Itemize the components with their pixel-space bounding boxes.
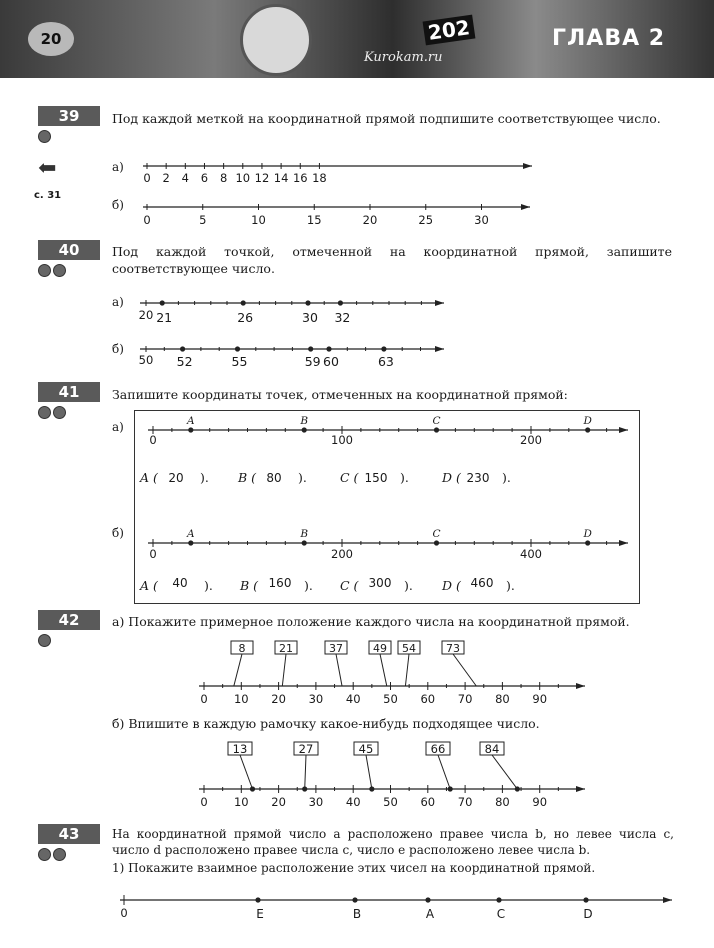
axis-arrow-icon — [521, 204, 530, 210]
exercise-number: 42 — [38, 610, 100, 630]
coordinate-answer-name: A ( — [140, 470, 158, 485]
point-name-label: A — [187, 415, 195, 427]
number-box-value: 13 — [232, 742, 248, 756]
exercise-task: 1) Покажите взаимное расположение этих чисел на координатной прямой. — [112, 861, 596, 875]
tick-label: 60 — [420, 795, 436, 809]
tick-label: 200 — [331, 547, 353, 561]
tick-label: 8 — [219, 171, 228, 185]
tick-label: 4 — [181, 171, 189, 185]
tick-label: 90 — [532, 795, 548, 809]
chapter-title: ГЛАВА 2 — [552, 26, 666, 51]
coordinate-answer-close: ). — [200, 470, 209, 485]
point-marker — [180, 346, 185, 351]
pointer-line — [492, 755, 517, 789]
point-marker — [496, 897, 501, 902]
point-name-label: C — [432, 528, 441, 540]
point-marker — [434, 427, 439, 432]
number-box-value: 73 — [446, 642, 460, 655]
part-label: б) — [112, 342, 124, 356]
part-label: б) — [112, 198, 124, 212]
coordinate-answer-close: ). — [404, 578, 413, 593]
part-label: а) — [112, 420, 124, 434]
part-label: а) — [112, 295, 124, 309]
coordinate-answer-name: B ( — [238, 470, 257, 485]
tick-label: 80 — [495, 795, 510, 809]
point-value-label: 32 — [334, 310, 351, 325]
number-box-value: 21 — [279, 642, 293, 655]
point-marker — [585, 540, 590, 545]
tick-label: 200 — [520, 433, 542, 447]
exercise-number: 43 — [38, 824, 100, 844]
axis-arrow-icon — [576, 683, 585, 689]
tick-label: 12 — [254, 171, 270, 185]
number-box-value: 27 — [298, 742, 314, 756]
coordinate-answer-value: 150 — [364, 471, 388, 485]
coordinate-answer-name: D ( — [442, 470, 461, 485]
tick-label: 60 — [420, 692, 436, 706]
coordinate-answer-value: 300 — [368, 576, 392, 590]
point-name-label: D — [583, 528, 592, 540]
tick-label: 80 — [495, 692, 510, 706]
coordinate-answer-value: 230 — [466, 471, 490, 485]
exercise-text: б) Впишите в каждую рамочку какое-нибудь подходящее число. — [112, 716, 540, 731]
point-name-label: D — [583, 415, 592, 427]
tick-label: 50 — [383, 692, 398, 706]
tick-label: 90 — [532, 692, 548, 706]
header-badge: 202 — [423, 15, 476, 46]
point-marker — [302, 786, 307, 791]
coordinate-answer-value: 20 — [168, 471, 184, 485]
point-value-label: 60 — [323, 354, 339, 369]
point-marker — [302, 540, 307, 545]
pointer-line — [405, 654, 409, 686]
point-name-label: D — [583, 907, 593, 921]
point-marker — [188, 427, 193, 432]
pointer-line — [438, 755, 450, 789]
tick-label: 5 — [199, 213, 207, 227]
tick-label: 0 — [149, 433, 157, 447]
tick-label: 40 — [345, 692, 361, 706]
coordinate-answer-close: ). — [400, 470, 409, 485]
tick-label: 70 — [457, 795, 473, 809]
number-box-value: 37 — [329, 642, 343, 655]
tick-label: 20 — [271, 692, 286, 706]
exercise-text: Под каждой точкой, отмеченной на координатной прямой, запишите соответствующее число. — [112, 244, 672, 276]
coordinate-answer-close: ). — [298, 470, 307, 485]
coordinate-answer-value: 460 — [470, 576, 494, 590]
part-label: а) — [112, 160, 124, 174]
tick-label: 0 — [149, 547, 157, 561]
tick-label: 15 — [306, 213, 322, 227]
point-marker — [250, 786, 255, 791]
axis-arrow-icon — [523, 163, 532, 169]
tick-label: 30 — [474, 213, 489, 227]
axis-arrow-icon — [663, 897, 672, 903]
point-name-label: E — [256, 907, 264, 921]
point-value-label: 52 — [176, 354, 193, 369]
point-marker — [160, 300, 165, 305]
pointer-line — [366, 755, 372, 789]
coordinate-answer-close: ). — [204, 578, 213, 593]
axis-arrow-icon — [576, 786, 585, 792]
tick-label: 2 — [162, 171, 170, 185]
pointer-line — [380, 654, 387, 686]
coordinate-answer-close: ). — [506, 578, 515, 593]
axis-arrow-icon — [619, 540, 628, 546]
site-watermark: Kurokam.ru — [364, 50, 443, 65]
exercise-number: 41 — [38, 382, 100, 402]
point-marker — [585, 427, 590, 432]
tick-label: 25 — [418, 213, 434, 227]
point-marker — [338, 300, 343, 305]
number-box-value: 49 — [373, 642, 387, 655]
point-name-label: A — [425, 907, 435, 921]
tick-label: 10 — [235, 171, 251, 185]
point-marker — [235, 346, 240, 351]
axis-arrow-icon — [619, 427, 628, 433]
exercise-number: 40 — [38, 240, 100, 260]
number-box-value: 54 — [402, 642, 416, 655]
coordinate-answer-name: C ( — [340, 470, 359, 485]
tick-label: 20 — [271, 795, 286, 809]
exercise-text: Под каждой меткой на координатной прямой подпишите соответствующее число. — [112, 111, 661, 126]
point-marker — [369, 786, 374, 791]
point-marker — [308, 346, 313, 351]
tick-label: 0 — [143, 171, 151, 185]
axis-arrow-icon — [435, 346, 444, 352]
tick-label: 30 — [308, 692, 324, 706]
point-value-label: 21 — [156, 310, 173, 325]
point-marker — [352, 897, 357, 902]
tick-label: 50 — [138, 353, 154, 367]
tick-label: 18 — [312, 171, 327, 185]
pointer-line — [234, 654, 242, 686]
point-value-label: 26 — [237, 310, 254, 325]
point-marker — [255, 897, 260, 902]
point-value-label: 55 — [231, 354, 248, 369]
tick-label: 100 — [331, 433, 353, 447]
number-box-value: 66 — [430, 742, 446, 756]
exercise-number: 39 — [38, 106, 100, 126]
coordinate-answer-name: B ( — [240, 578, 259, 593]
tick-label: 10 — [233, 795, 249, 809]
tick-label: 400 — [520, 547, 542, 561]
coordinate-answer-name: A ( — [140, 578, 158, 593]
point-name-label: C — [432, 415, 441, 427]
tick-label: 0 — [200, 692, 208, 706]
coordinate-answer-close: ). — [304, 578, 313, 593]
pointer-line — [282, 654, 286, 686]
point-value-label: 30 — [302, 310, 318, 325]
point-name-label: C — [496, 907, 506, 921]
tick-label: 50 — [383, 795, 398, 809]
page-reference: с. 31 — [34, 190, 62, 201]
page-number: 20 — [28, 22, 74, 56]
tick-label: 70 — [457, 692, 473, 706]
number-box-value: 8 — [238, 642, 246, 655]
tick-label: 40 — [345, 795, 361, 809]
tick-label: 20 — [138, 308, 154, 322]
point-marker — [302, 427, 307, 432]
point-value-label: 63 — [377, 354, 394, 369]
coordinate-answer-value: 80 — [266, 471, 282, 485]
tick-label: 0 — [120, 906, 128, 920]
coordinate-answer-value: 160 — [268, 576, 292, 590]
point-marker — [434, 540, 439, 545]
coordinate-answer-value: 40 — [172, 576, 188, 590]
tick-label: 14 — [273, 171, 289, 185]
pointer-line — [453, 654, 476, 686]
tick-label: 0 — [200, 795, 208, 809]
point-name-label: B — [352, 907, 362, 921]
pointer-line — [240, 755, 252, 789]
exercise-text: На координатной прямой число a расположено правее числа b, но левее числа c, число d расположено правее числа c, число e расположено левее числа b. — [112, 827, 674, 857]
tick-label: 10 — [233, 692, 249, 706]
point-name-label: B — [300, 415, 309, 427]
part-label: б) — [112, 526, 124, 540]
axis-arrow-icon — [435, 300, 444, 306]
point-marker — [583, 897, 588, 902]
tick-label: 16 — [292, 171, 308, 185]
tick-label: 10 — [251, 213, 266, 227]
tick-label: 30 — [308, 795, 324, 809]
point-value-label: 59 — [304, 354, 321, 369]
point-marker — [448, 786, 453, 791]
point-marker — [381, 346, 386, 351]
point-marker — [326, 346, 331, 351]
point-name-label: B — [300, 528, 309, 540]
point-marker — [188, 540, 193, 545]
pointer-line — [336, 654, 342, 686]
point-marker — [425, 897, 430, 902]
reference-arrow-icon: ⬅ — [38, 156, 57, 181]
tick-label: 20 — [362, 213, 378, 227]
coordinate-answer-name: D ( — [442, 578, 461, 593]
number-box-value: 84 — [484, 742, 500, 756]
tick-label: 6 — [200, 171, 209, 185]
number-box-value: 45 — [358, 742, 374, 756]
exercise-text: Запишите координаты точек, отмеченных на координатной прямой: — [112, 387, 568, 402]
coordinate-answer-name: C ( — [340, 578, 359, 593]
tick-label: 0 — [143, 213, 151, 227]
point-marker — [515, 786, 520, 791]
point-marker — [305, 300, 310, 305]
exercise-text: а) Покажите примерное положение каждого числа на координатной прямой. — [112, 614, 630, 629]
pointer-line — [305, 755, 306, 789]
point-marker — [241, 300, 246, 305]
coordinate-answer-close: ). — [502, 470, 511, 485]
point-name-label: A — [187, 528, 195, 540]
